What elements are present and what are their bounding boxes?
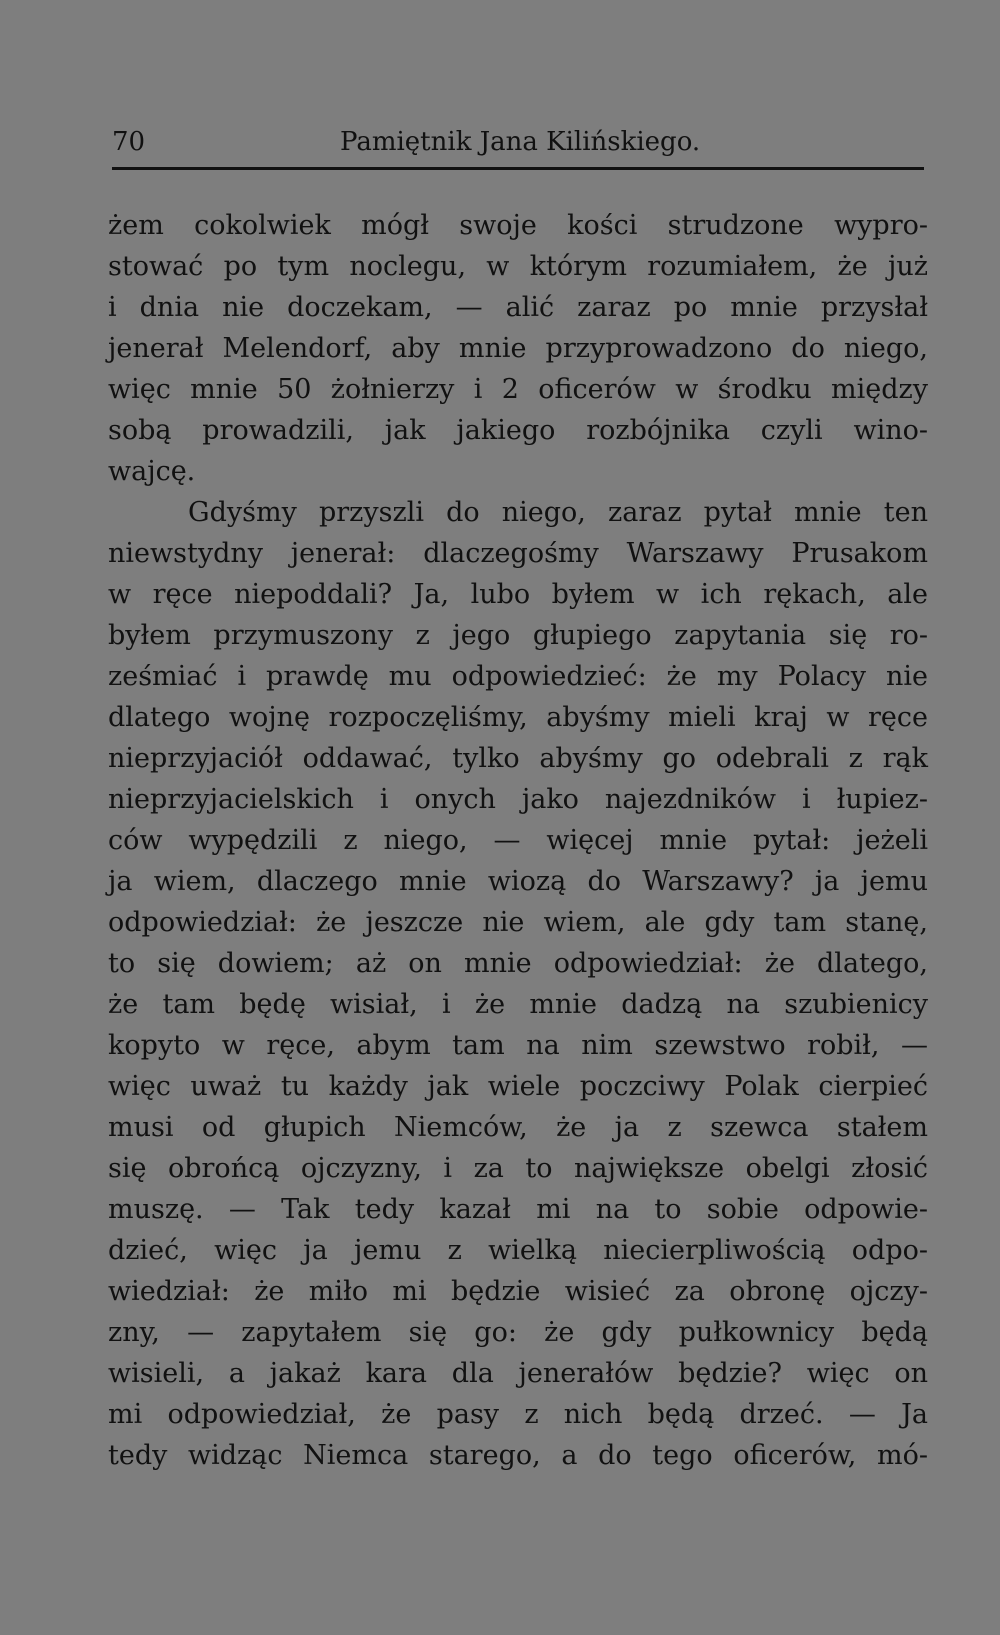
text-line: wiedział: że miło mi będzie wisieć za obronę ojczy- (108, 1276, 928, 1307)
text-line: że tam będę wisiał, i że mnie dadzą na szubienicy (108, 989, 928, 1020)
header-rule (112, 167, 924, 170)
text-line: nieprzyjacielskich i onych jako najezdników i łupiez- (108, 784, 928, 815)
text-line: ców wypędzili z niego, — więcej mnie pytał: jeżeli (108, 825, 928, 856)
text-line: tedy widząc Niemca starego, a do tego oficerów, mó- (108, 1440, 928, 1471)
text-line: musi od głupich Niemców, że ja z szewca stałem (108, 1112, 928, 1143)
text-line: ześmiać i prawdę mu odpowiedzieć: że my Polacy nie (108, 661, 928, 692)
text-line: dzieć, więc ja jemu z wielką niecierpliwością odpo- (108, 1235, 928, 1266)
body-text (108, 205, 928, 1476)
text-line: żem cokolwiek mógł swoje kości strudzone wypro- (108, 210, 928, 241)
text-line: kopyto w ręce, abym tam na nim szewstwo robił, — (108, 1030, 928, 1061)
page-header (112, 122, 924, 162)
running-title: Pamiętnik Jana Kilińskiego. (340, 127, 701, 157)
text-line: i dnia nie doczekam, — alić zaraz po mnie przysłał (108, 292, 928, 323)
text-line: stować po tym noclegu, w którym rozumiałem, że już (108, 251, 928, 282)
text-line: nieprzyjaciół oddawać, tylko abyśmy go odebrali z rąk (108, 743, 928, 774)
text-line: wajcę. (108, 456, 196, 487)
text-line: więc mnie 50 żołnierzy i 2 oficerów w środku między (108, 374, 928, 405)
page-number: 70 (112, 127, 146, 157)
text-line: ja wiem, dlaczego mnie wiozą do Warszawy? ja jemu (108, 866, 928, 897)
text-line: mi odpowiedział, że pasy z nich będą drzeć. — Ja (108, 1399, 928, 1430)
text-line: więc uważ tu każdy jak wiele poczciwy Polak cierpieć (108, 1071, 928, 1102)
text-line: dlatego wojnę rozpoczęliśmy, abyśmy mieli kraj w ręce (108, 702, 928, 733)
text-line: to się dowiem; aż on mnie odpowiedział: że dlatego, (108, 948, 928, 979)
text-line: muszę. — Tak tedy kazał mi na to sobie odpowie- (108, 1194, 928, 1225)
text-line: Gdyśmy przyszli do niego, zaraz pytał mnie ten (188, 497, 928, 528)
text-line: jenerał Melendorf, aby mnie przyprowadzono do niego, (108, 333, 928, 364)
text-line: wisieli, a jakaż kara dla jenerałów będzie? więc on (108, 1358, 928, 1389)
text-line: sobą prowadzili, jak jakiego rozbójnika czyli wino- (108, 415, 928, 446)
text-line: niewstydny jenerał: dlaczegośmy Warszawy Prusakom (108, 538, 928, 569)
text-line: się obrońcą ojczyzny, i za to największe obelgi złosić (108, 1153, 928, 1184)
text-line: odpowiedział: że jeszcze nie wiem, ale gdy tam stanę, (108, 907, 928, 938)
text-line: byłem przymuszony z jego głupiego zapytania się ro- (108, 620, 928, 651)
text-line: w ręce niepoddali? Ja, lubo byłem w ich rękach, ale (108, 579, 928, 610)
text-line: zny, — zapytałem się go: że gdy pułkownicy będą (108, 1317, 928, 1348)
